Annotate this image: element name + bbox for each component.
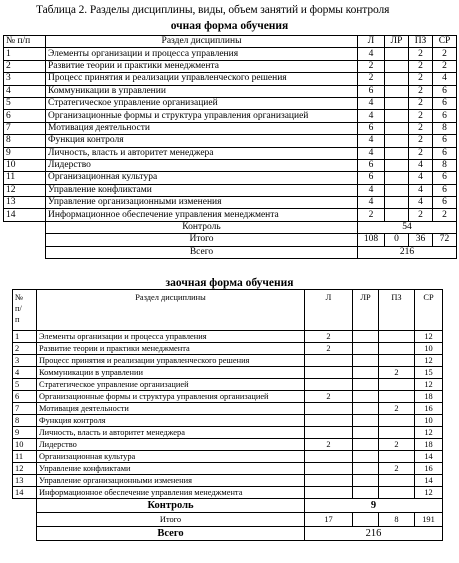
header-row: [4, 36, 457, 48]
grand-total-row: [4, 246, 457, 258]
column-header: ЛР: [385, 36, 409, 48]
section-name: Личность, власть и авторитет менеджера: [46, 147, 358, 159]
hours-cell: 4: [358, 48, 385, 60]
section-name: Развитие теории и практики менеджмента: [46, 60, 358, 72]
section-name: Коммуникации в управлении: [46, 85, 358, 97]
hours-cell: 10: [415, 415, 443, 427]
hours-cell: [305, 451, 353, 463]
table-row: [4, 197, 457, 209]
table-row: [13, 343, 443, 355]
hours-cell: [353, 367, 379, 379]
empty-cell: [4, 234, 46, 246]
row-number: 8: [13, 415, 37, 427]
table-row: [4, 85, 457, 97]
total-value: 108: [358, 234, 385, 246]
row-number: 1: [13, 331, 37, 343]
hours-cell: [379, 475, 415, 487]
hours-cell: 6: [433, 85, 457, 97]
section-name: Управление организационными изменения: [46, 197, 358, 209]
row-number: 12: [13, 463, 37, 475]
table-row: [13, 475, 443, 487]
hours-cell: 2: [409, 48, 433, 60]
hours-cell: [305, 367, 353, 379]
control-row: [13, 499, 443, 513]
section-name: Элементы организации и процесса управления: [46, 48, 358, 60]
table-row: [4, 135, 457, 147]
hours-cell: 12: [415, 487, 443, 499]
total-value: 17: [305, 513, 353, 527]
hours-cell: [385, 184, 409, 196]
grand-total-value: 216: [358, 246, 457, 258]
part-time-heading: заочная форма обучения: [165, 277, 294, 289]
row-number: 2: [4, 60, 46, 72]
section-name: Управление организационными изменения: [37, 475, 305, 487]
control-value: 9: [305, 499, 443, 513]
hours-cell: 2: [409, 135, 433, 147]
section-name: Информационное обеспечение управления менеджмента: [46, 209, 358, 221]
section-name: Мотивация деятельности: [37, 403, 305, 415]
hours-cell: 6: [433, 197, 457, 209]
hours-cell: [353, 403, 379, 415]
hours-cell: 2: [409, 122, 433, 134]
total-value: 0: [385, 234, 409, 246]
row-number: 11: [4, 172, 46, 184]
table-row: [4, 172, 457, 184]
hours-cell: [379, 391, 415, 403]
hours-cell: 10: [415, 343, 443, 355]
full-time-table: [3, 35, 457, 259]
total-value: 36: [409, 234, 433, 246]
empty-cell: [13, 499, 37, 513]
table-row: [13, 427, 443, 439]
section-name: Лидерство: [46, 159, 358, 171]
table-row: [4, 60, 457, 72]
hours-cell: 6: [358, 85, 385, 97]
row-number: 5: [4, 97, 46, 109]
grand-total-row: [13, 527, 443, 541]
column-header: Раздел дисциплины: [37, 290, 305, 331]
hours-cell: [385, 97, 409, 109]
hours-cell: [385, 122, 409, 134]
hours-cell: 6: [358, 172, 385, 184]
hours-cell: [379, 415, 415, 427]
section-name: Элементы организации и процесса управления: [37, 331, 305, 343]
hours-cell: 12: [415, 331, 443, 343]
hours-cell: 4: [358, 97, 385, 109]
row-number: 1: [4, 48, 46, 60]
hours-cell: 12: [415, 379, 443, 391]
total-row: [4, 234, 457, 246]
row-number: 6: [13, 391, 37, 403]
hours-cell: [379, 427, 415, 439]
table-row: [4, 209, 457, 221]
hours-cell: 18: [415, 391, 443, 403]
hours-cell: [353, 343, 379, 355]
row-number: 9: [13, 427, 37, 439]
hours-cell: 2: [409, 73, 433, 85]
section-name: Коммуникации в управлении: [37, 367, 305, 379]
hours-cell: [353, 439, 379, 451]
hours-cell: [353, 379, 379, 391]
hours-cell: 6: [433, 147, 457, 159]
section-name: Функция контроля: [37, 415, 305, 427]
row-number: 13: [13, 475, 37, 487]
part-time-table: [12, 289, 443, 541]
empty-cell: [13, 527, 37, 541]
hours-cell: [305, 379, 353, 391]
hours-cell: 4: [358, 184, 385, 196]
table-caption: Таблица 2. Разделы дисциплины, виды, объем занятий и формы контроля: [36, 4, 390, 16]
hours-cell: 2: [409, 147, 433, 159]
hours-cell: 2: [433, 60, 457, 72]
row-number: 14: [13, 487, 37, 499]
section-name: Стратегическое управление организацией: [46, 97, 358, 109]
hours-cell: [385, 147, 409, 159]
section-name: Организационные формы и структура управления организацией: [37, 391, 305, 403]
section-name: Организационные формы и структура управления организацией: [46, 110, 358, 122]
hours-cell: [385, 110, 409, 122]
hours-cell: 4: [358, 110, 385, 122]
hours-cell: 4: [433, 73, 457, 85]
row-number: 3: [13, 355, 37, 367]
hours-cell: [379, 379, 415, 391]
header-row: [13, 290, 443, 331]
section-name: Процесс принятия и реализации управленческого решения: [37, 355, 305, 367]
column-header: СР: [415, 290, 443, 331]
table-row: [13, 463, 443, 475]
section-name: Развитие теории и практики менеджмента: [37, 343, 305, 355]
section-name: Процесс принятия и реализации управленческого решения: [46, 73, 358, 85]
section-name: Управление конфликтами: [46, 184, 358, 196]
hours-cell: [353, 487, 379, 499]
control-label: Контроль: [37, 499, 305, 513]
hours-cell: [385, 135, 409, 147]
hours-cell: 2: [379, 367, 415, 379]
hours-cell: [385, 48, 409, 60]
hours-cell: [385, 209, 409, 221]
table-row: [13, 451, 443, 463]
table-row: [13, 367, 443, 379]
empty-cell: [4, 246, 46, 258]
total-value: 8: [379, 513, 415, 527]
row-number: 14: [4, 209, 46, 221]
column-header: Раздел дисциплины: [46, 36, 358, 48]
section-name: Мотивация деятельности: [46, 122, 358, 134]
section-name: Личность, власть и авторитет менеджера: [37, 427, 305, 439]
hours-cell: 15: [415, 367, 443, 379]
hours-cell: 16: [415, 403, 443, 415]
row-number: 4: [4, 85, 46, 97]
hours-cell: [353, 355, 379, 367]
column-header: № п/п: [4, 36, 46, 48]
hours-cell: 14: [415, 475, 443, 487]
row-number: 8: [4, 135, 46, 147]
row-number: 11: [13, 451, 37, 463]
hours-cell: [305, 415, 353, 427]
row-number: 7: [4, 122, 46, 134]
hours-cell: [385, 73, 409, 85]
row-number: 9: [4, 147, 46, 159]
hours-cell: 2: [409, 60, 433, 72]
section-name: Лидерство: [37, 439, 305, 451]
hours-cell: 16: [415, 463, 443, 475]
hours-cell: 2: [433, 209, 457, 221]
hours-cell: 4: [358, 147, 385, 159]
column-header: ЛР: [353, 290, 379, 331]
row-number: 2: [13, 343, 37, 355]
hours-cell: 8: [433, 122, 457, 134]
total-label: Итого: [46, 234, 358, 246]
table-row: [4, 110, 457, 122]
grand-total-label: Всего: [46, 246, 358, 258]
total-value: 191: [415, 513, 443, 527]
table-row: [4, 73, 457, 85]
hours-cell: 2: [305, 343, 353, 355]
section-name: Функция контроля: [46, 135, 358, 147]
grand-total-value: 216: [305, 527, 443, 541]
hours-cell: 2: [433, 48, 457, 60]
hours-cell: 6: [358, 122, 385, 134]
row-number: 5: [13, 379, 37, 391]
row-number: 6: [4, 110, 46, 122]
hours-cell: 2: [305, 439, 353, 451]
column-header: Л: [358, 36, 385, 48]
hours-cell: [379, 487, 415, 499]
table-row: [13, 403, 443, 415]
hours-cell: 2: [358, 60, 385, 72]
hours-cell: 12: [415, 427, 443, 439]
hours-cell: 18: [415, 439, 443, 451]
empty-cell: [13, 513, 37, 527]
hours-cell: [305, 427, 353, 439]
hours-cell: [353, 427, 379, 439]
table-row: [13, 355, 443, 367]
hours-cell: [305, 463, 353, 475]
hours-cell: [353, 475, 379, 487]
hours-cell: [379, 343, 415, 355]
table-row: [4, 147, 457, 159]
hours-cell: [379, 451, 415, 463]
hours-cell: 4: [409, 184, 433, 196]
hours-cell: [385, 159, 409, 171]
row-number: 4: [13, 367, 37, 379]
column-header: Л: [305, 290, 353, 331]
hours-cell: 6: [433, 172, 457, 184]
hours-cell: 14: [415, 451, 443, 463]
column-header: ПЗ: [379, 290, 415, 331]
hours-cell: [305, 355, 353, 367]
hours-cell: 6: [358, 159, 385, 171]
table-row: [13, 415, 443, 427]
hours-cell: [353, 415, 379, 427]
hours-cell: 6: [433, 110, 457, 122]
control-value: 54: [358, 221, 457, 233]
hours-cell: 4: [409, 172, 433, 184]
hours-cell: [353, 331, 379, 343]
table-row: [4, 184, 457, 196]
hours-cell: [353, 391, 379, 403]
total-label: Итого: [37, 513, 305, 527]
hours-cell: [379, 355, 415, 367]
empty-cell: [4, 221, 46, 233]
table-row: [13, 439, 443, 451]
section-name: Организационная культура: [46, 172, 358, 184]
hours-cell: 4: [358, 135, 385, 147]
hours-cell: 2: [379, 463, 415, 475]
column-header: ПЗ: [409, 36, 433, 48]
section-name: Стратегическое управление организацией: [37, 379, 305, 391]
full-time-heading: очная форма обучения: [170, 20, 289, 32]
hours-cell: [353, 451, 379, 463]
column-header: № п/ п: [13, 290, 37, 331]
hours-cell: 2: [409, 209, 433, 221]
row-number: 10: [4, 159, 46, 171]
hours-cell: [385, 85, 409, 97]
hours-cell: [305, 487, 353, 499]
section-name: Организационная культура: [37, 451, 305, 463]
row-number: 13: [4, 197, 46, 209]
hours-cell: [305, 403, 353, 415]
row-number: 10: [13, 439, 37, 451]
table-row: [13, 391, 443, 403]
total-row: [13, 513, 443, 527]
control-label: Контроль: [46, 221, 358, 233]
column-header: СР: [433, 36, 457, 48]
table-row: [13, 487, 443, 499]
hours-cell: [385, 172, 409, 184]
table-row: [13, 379, 443, 391]
control-row: [4, 221, 457, 233]
hours-cell: 2: [409, 97, 433, 109]
row-number: 12: [4, 184, 46, 196]
hours-cell: 2: [379, 403, 415, 415]
section-name: Информационное обеспечение управления менеджмента: [37, 487, 305, 499]
hours-cell: 4: [409, 197, 433, 209]
row-number: 3: [4, 73, 46, 85]
hours-cell: 2: [358, 73, 385, 85]
hours-cell: [305, 475, 353, 487]
hours-cell: 6: [433, 184, 457, 196]
hours-cell: 12: [415, 355, 443, 367]
grand-total-label: Всего: [37, 527, 305, 541]
hours-cell: 4: [409, 159, 433, 171]
hours-cell: [353, 463, 379, 475]
hours-cell: 4: [358, 197, 385, 209]
hours-cell: 6: [433, 135, 457, 147]
hours-cell: 8: [433, 159, 457, 171]
section-name: Управление конфликтами: [37, 463, 305, 475]
total-value: 72: [433, 234, 457, 246]
table-row: [4, 159, 457, 171]
hours-cell: [385, 197, 409, 209]
hours-cell: 6: [433, 97, 457, 109]
hours-cell: 2: [379, 439, 415, 451]
table-row: [13, 331, 443, 343]
hours-cell: 2: [409, 85, 433, 97]
table-row: [4, 48, 457, 60]
hours-cell: 2: [305, 331, 353, 343]
table-row: [4, 97, 457, 109]
hours-cell: [385, 60, 409, 72]
row-number: 7: [13, 403, 37, 415]
hours-cell: [379, 331, 415, 343]
total-value: [353, 513, 379, 527]
table-row: [4, 122, 457, 134]
hours-cell: 2: [409, 110, 433, 122]
hours-cell: 2: [305, 391, 353, 403]
hours-cell: 2: [358, 209, 385, 221]
